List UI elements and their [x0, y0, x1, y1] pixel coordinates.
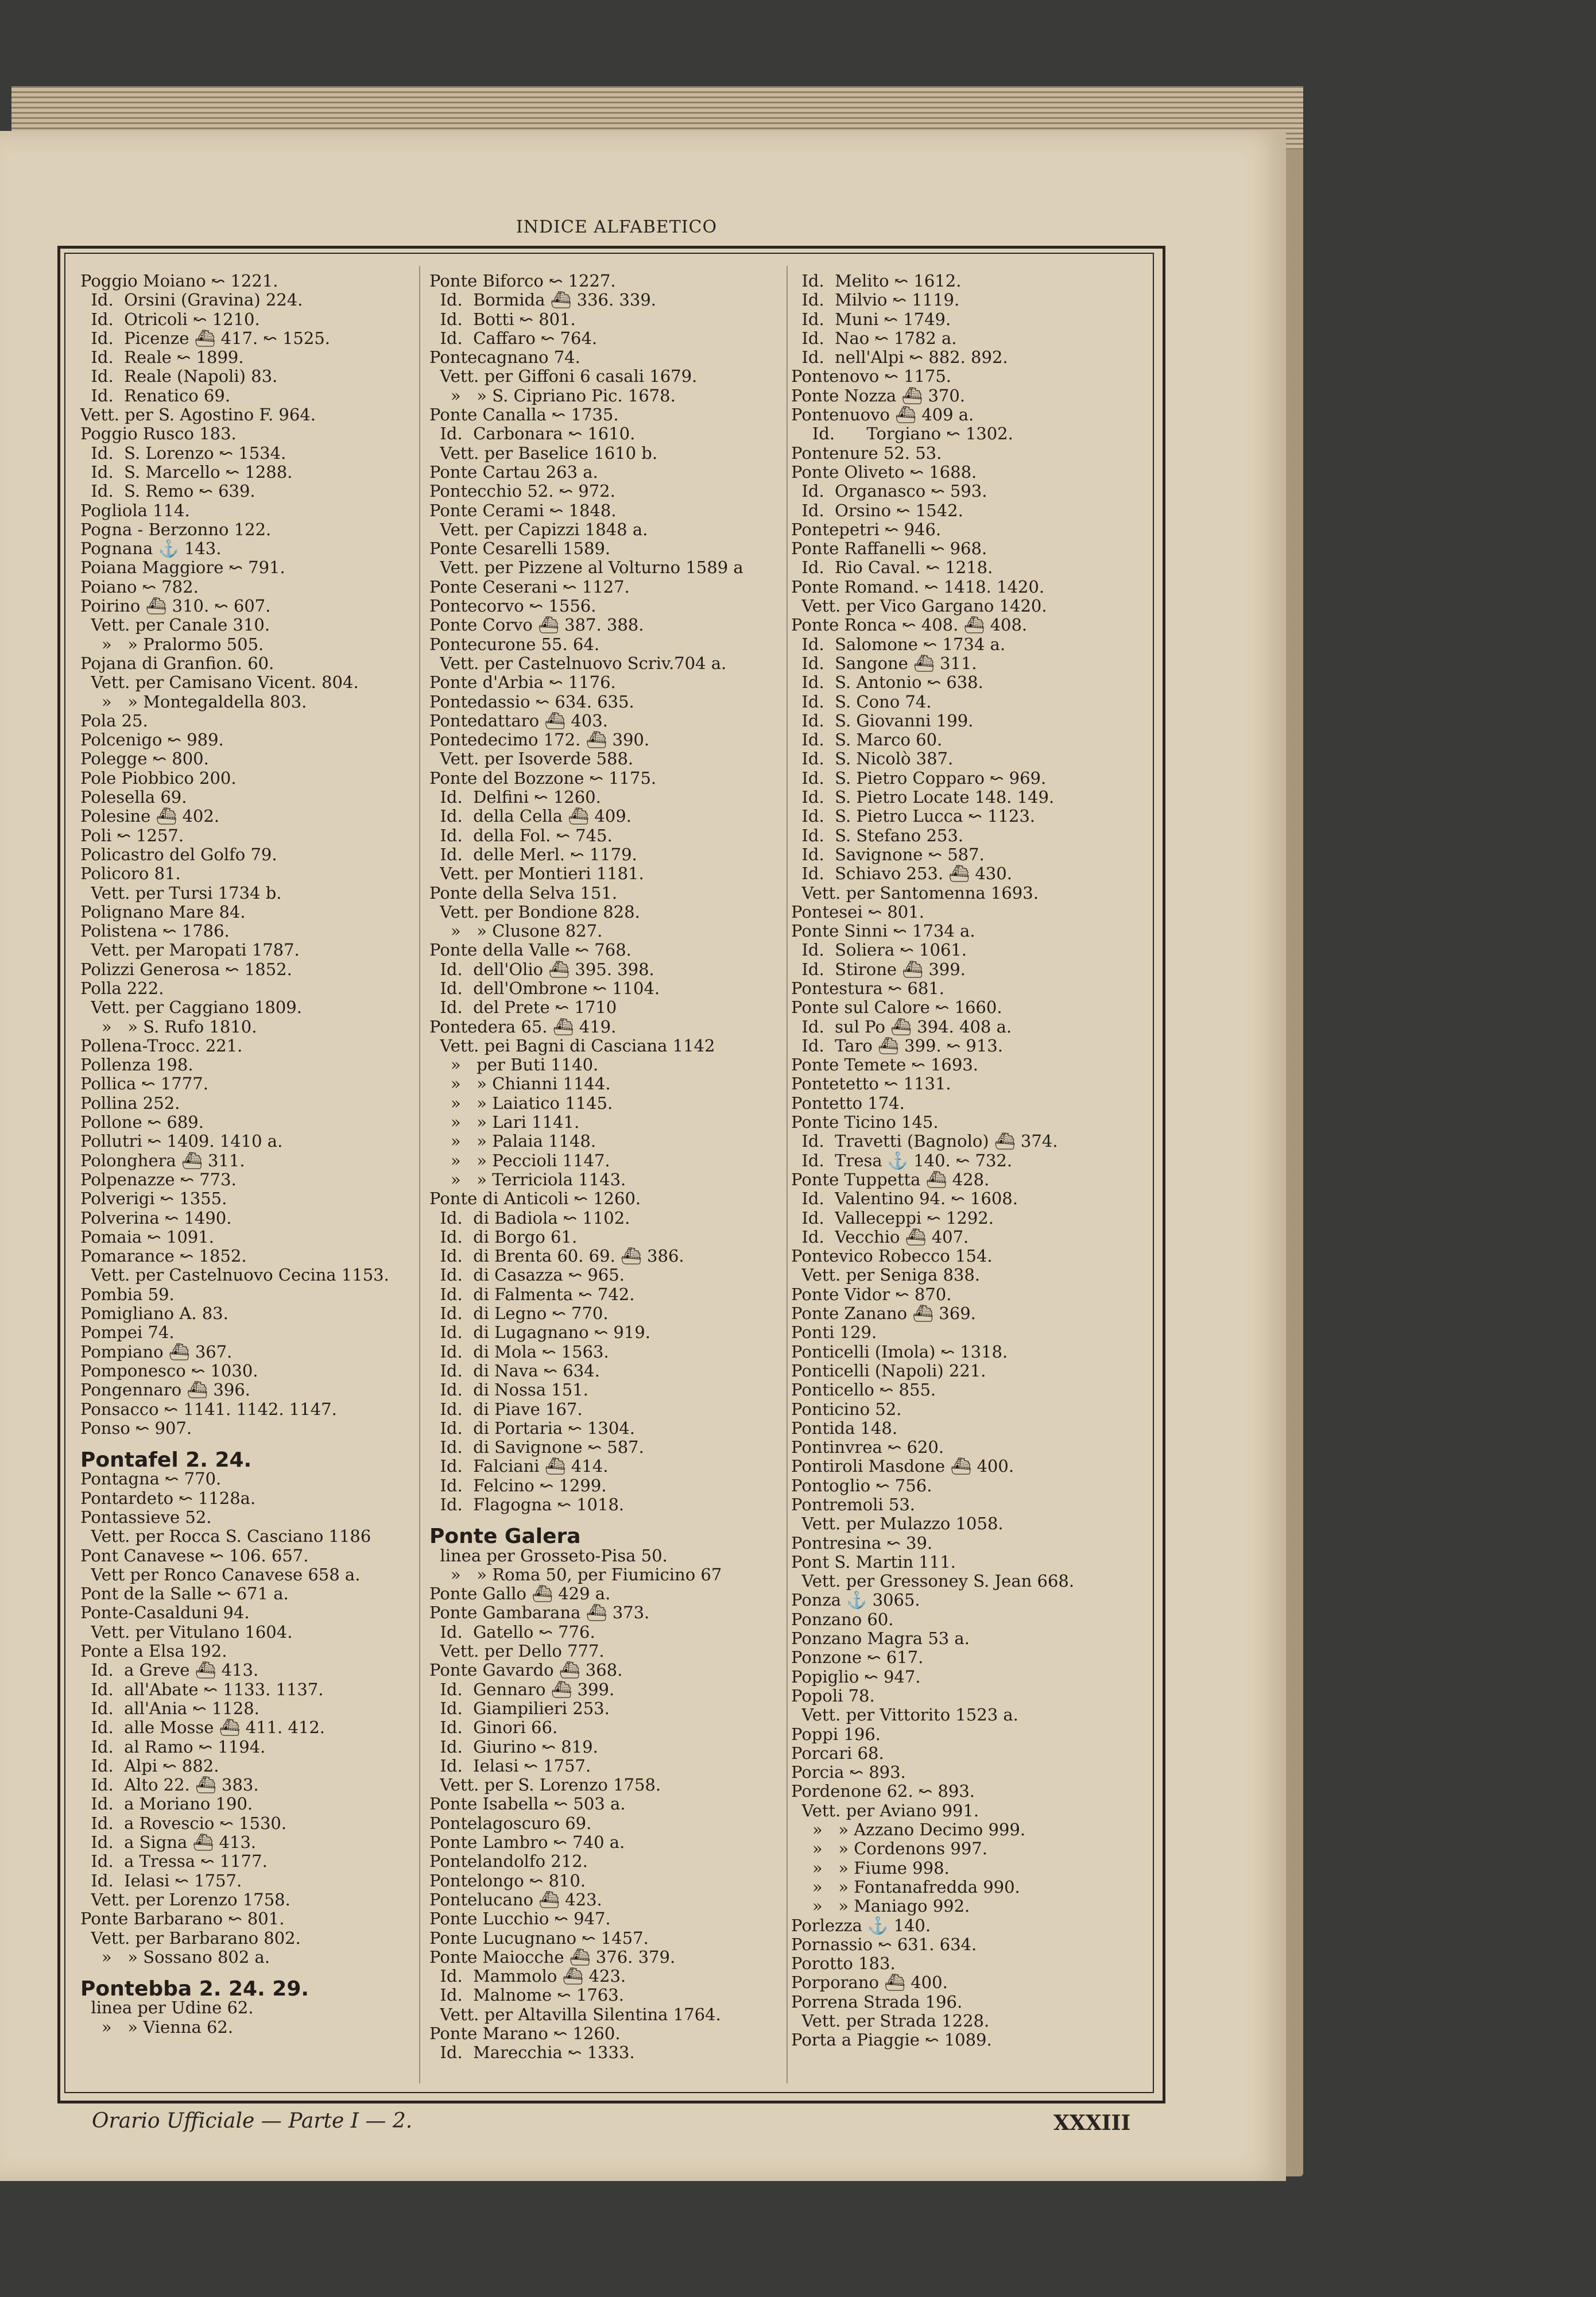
index-entry: Vett. per S. Lorenzo 1758.	[429, 1775, 661, 1795]
index-entry: Id. a Tressa ↜ 1177.	[80, 1851, 268, 1871]
index-entry: Id. di Nava ↜ 634.	[429, 1360, 600, 1380]
index-entry: Id. Otricoli ↜ 1210.	[80, 309, 260, 329]
index-entry: Id. S. Pietro Copparo ↜ 969.	[791, 768, 1047, 788]
index-entry: Ponte della Selva 151.	[429, 883, 618, 903]
index-entry: Id. di Legno ↜ 770.	[429, 1304, 609, 1324]
index-column-2	[429, 272, 785, 2063]
index-entry: Vett. per Vittorito 1523 a.	[791, 1705, 1018, 1725]
index-entry: Ponte della Valle ↜ 768.	[429, 940, 632, 960]
index-entry: Ponte Cesarelli 1589.	[429, 539, 611, 559]
index-entry: Ponticino 52.	[791, 1399, 902, 1419]
index-entry: Pontafel 2. 24.	[80, 1448, 252, 1472]
index-entry: Pontelucano ⛴ 423.	[429, 1889, 602, 1909]
index-entry: Ponza ⚓ 3065.	[791, 1590, 920, 1610]
index-entry: Vett. per Vitulano 1604.	[80, 1622, 293, 1642]
index-entry: » » Fontanafredda 990.	[791, 1877, 1020, 1897]
page-number: XXXIII	[1053, 2111, 1131, 2135]
index-entry: Id. Travetti (Bagnolo) ⛴ 374.	[791, 1131, 1058, 1151]
index-entry: Pontedera 65. ⛴ 419.	[429, 1016, 617, 1037]
index-entry: Pojana di Granfion. 60.	[80, 653, 274, 673]
index-entry: Pomarance ↜ 1852.	[80, 1246, 247, 1266]
index-entry: Ponte Vidor ↜ 870.	[791, 1284, 952, 1304]
index-entry: Polizzi Generosa ↜ 1852.	[80, 959, 292, 979]
index-entry: Ponte Ronca ↜ 408. ⛴ 408.	[791, 615, 1028, 635]
index-entry: Id. Rio Caval. ↜ 1218.	[791, 558, 993, 578]
index-entry: Pontevico Robecco 154.	[791, 1246, 993, 1266]
index-entry: Pont S. Martin 111.	[791, 1552, 956, 1572]
index-entry: Ponte Temete ↜ 1693.	[791, 1055, 978, 1075]
index-entry: Vett. per Maropati 1787.	[80, 940, 300, 960]
index-entry: Vett. per Baselice 1610 b.	[429, 443, 658, 463]
index-entry: » » Roma 50, per Fiumicino 67	[429, 1564, 722, 1584]
index-entry: Id. Botti ↜ 801.	[429, 309, 576, 329]
index-entry: Id. dell'Ombrone ↜ 1104.	[429, 978, 660, 998]
index-entry: Pollica ↜ 1777.	[80, 1074, 208, 1094]
index-entry: Id. Savignone ↜ 587.	[791, 844, 985, 864]
index-entry: Polla 222.	[80, 978, 164, 998]
index-entry: Id. a Signa ⛴ 413.	[80, 1832, 257, 1853]
footer-title: Orario Ufficiale — Parte I — 2.	[92, 2109, 413, 2133]
page-header: INDICE ALFABETICO	[516, 217, 718, 237]
index-entry: Ponte Ceserani ↜ 1127.	[429, 577, 630, 597]
index-entry: Ponte Raffanelli ↜ 968.	[791, 539, 987, 559]
index-entry: Id. Torgiano ↜ 1302.	[791, 424, 1013, 444]
index-entry: Ponte Romand. ↜ 1418. 1420.	[791, 577, 1045, 597]
index-entry: Pontinvrea ↜ 620.	[791, 1437, 944, 1457]
index-entry: Poppi 196.	[791, 1724, 881, 1744]
index-entry: Ponte a Elsa 192.	[80, 1641, 227, 1661]
index-entry: Pontelagoscuro 69.	[429, 1813, 592, 1833]
index-entry: Ponte Lucchio ↜ 947.	[429, 1909, 611, 1929]
index-entry: » » Chianni 1144.	[429, 1074, 611, 1094]
index-entry: Vett. per Rocca S. Casciano 1186	[80, 1526, 371, 1546]
index-entry: Ponte Sinni ↜ 1734 a.	[791, 921, 975, 941]
index-entry: Id. Bormida ⛴ 336. 339.	[429, 290, 656, 310]
index-entry: » » Laiatico 1145.	[429, 1093, 613, 1113]
index-entry: Poiana Maggiore ↜ 791.	[80, 558, 285, 578]
index-entry: Id. Valentino 94. ↜ 1608.	[791, 1189, 1018, 1209]
index-entry: Id. S. Marco 60.	[791, 730, 943, 750]
index-entry: Ponte del Bozzone ↜ 1175.	[429, 768, 657, 788]
index-entry: Id. S. Lorenzo ↜ 1534.	[80, 443, 286, 463]
index-entry: Vett. per Strada 1228.	[791, 2011, 990, 2031]
index-entry: Id. Caffaro ↜ 764.	[429, 328, 598, 348]
index-entry: Ponte Maiocche ⛴ 376. 379.	[429, 1947, 676, 1967]
index-entry: Vett. per S. Agostino F. 964.	[80, 405, 316, 425]
index-entry: Ponte Marano ↜ 1260.	[429, 2024, 621, 2044]
index-entry: Id. Taro ⛴ 399. ↜ 913.	[791, 1035, 1003, 1055]
index-entry: Ponte Lambro ↜ 740 a.	[429, 1832, 625, 1853]
index-entry: Ponso ↜ 907.	[80, 1418, 192, 1438]
index-entry: Id. Nao ↜ 1782 a.	[791, 328, 957, 348]
index-entry: Ponzone ↜ 617.	[791, 1648, 924, 1668]
index-entry: Id. di Badiola ↜ 1102.	[429, 1208, 630, 1228]
index-entry: Polegge ↜ 800.	[80, 749, 209, 769]
index-entry: Pompei 74.	[80, 1322, 175, 1343]
index-entry: Ponte Gallo ⛴ 429 a.	[429, 1584, 611, 1604]
index-entry: Id. di Falmenta ↜ 742.	[429, 1284, 635, 1304]
index-entry: Id. nell'Alpi ↜ 882. 892.	[791, 347, 1008, 368]
index-entry: Pontetetto ↜ 1131.	[791, 1074, 951, 1094]
index-entry: Id. Reale (Napoli) 83.	[80, 366, 278, 386]
index-entry: Id. Alto 22. ⛴ 383.	[80, 1775, 259, 1795]
index-entry: Id. S. Pietro Locate 148. 149.	[791, 787, 1055, 807]
index-entry: Id. Ginori 66.	[429, 1718, 558, 1738]
index-entry: Id. a Greve ⛴ 413.	[80, 1660, 259, 1680]
index-entry: Vett. per Tursi 1734 b.	[80, 883, 282, 903]
index-entry: Vett. per Lorenzo 1758.	[80, 1889, 290, 1909]
index-entry: Pontecorvo ↜ 1556.	[429, 596, 596, 616]
index-entry: Id. a Moriano 190.	[80, 1794, 253, 1814]
index-entry: Pola 25.	[80, 710, 148, 730]
index-entry: Id. Orsini (Gravina) 224.	[80, 290, 303, 310]
index-entry: Polesella 69.	[80, 787, 187, 807]
index-entry: Ponsacco ↜ 1141. 1142. 1147.	[80, 1399, 337, 1419]
index-entry: Id. delle Merl. ↜ 1179.	[429, 844, 637, 864]
index-entry: Ponte Cartau 263 a.	[429, 462, 598, 482]
index-entry: Porlezza ⚓ 140.	[791, 1915, 931, 1935]
index-entry: Pontecagnano 74.	[429, 347, 580, 368]
page	[0, 131, 1286, 2181]
index-entry: Porotto 183.	[791, 1954, 896, 1974]
index-entry: Polistena ↜ 1786.	[80, 921, 230, 941]
index-entry: Ponte-Casalduni 94.	[80, 1603, 250, 1623]
index-entry: Pordenone 62. ↜ 893.	[791, 1781, 975, 1801]
index-entry: Id. Giampilieri 253.	[429, 1698, 610, 1718]
index-entry: Vett. pei Bagni di Casciana 1142	[429, 1035, 715, 1055]
index-entry: Pontardeto ↜ 1128a.	[80, 1488, 256, 1508]
index-entry: Pompiano ⛴ 367.	[80, 1341, 233, 1362]
index-entry: Porrena Strada 196.	[791, 1991, 963, 2012]
index-entry: Pontenovo ↜ 1175.	[791, 366, 952, 386]
index-entry: Id. Soliera ↜ 1061.	[791, 940, 967, 960]
index-entry: Ponte Corvo ⛴ 387. 388.	[429, 615, 644, 635]
index-entry: » per Buti 1140.	[429, 1055, 599, 1075]
index-entry: Pontedattaro ⛴ 403.	[429, 710, 608, 730]
index-entry: Polverina ↜ 1490.	[80, 1208, 232, 1228]
index-entry: Vett. per Vico Gargano 1420.	[791, 596, 1047, 616]
index-entry: Vett. per Bondione 828.	[429, 902, 640, 922]
index-entry: Vett. per Giffoni 6 casali 1679.	[429, 366, 698, 386]
index-entry: Vett. per Dello 777.	[429, 1641, 605, 1661]
index-entry: Polesine ⛴ 402.	[80, 806, 220, 826]
index-entry: Pontestura ↜ 681.	[791, 978, 944, 998]
index-entry: Pole Piobbico 200.	[80, 768, 237, 788]
index-entry: Porporano ⛴ 400.	[791, 1973, 948, 1993]
index-entry: Pontedassio ↜ 634. 635.	[429, 691, 634, 711]
index-entry: Pontebba 2. 24. 29.	[80, 1977, 309, 2001]
index-entry: Pollenza 198.	[80, 1055, 193, 1075]
index-entry: Vett. per Castelnuovo Scriv.704 a.	[429, 653, 727, 673]
index-entry: Ponte di Anticoli ↜ 1260.	[429, 1189, 641, 1209]
index-entry: Vett. per Aviano 991.	[791, 1800, 979, 1820]
index-entry: Id. del Prete ↜ 1710	[429, 997, 617, 1018]
index-entry: Pontoglio ↜ 756.	[791, 1475, 932, 1495]
index-entry: Vett. per Gressoney S. Jean 668.	[791, 1571, 1075, 1591]
index-entry: Id. Reale ↜ 1899.	[80, 347, 244, 368]
index-entry: » » Palaia 1148.	[429, 1131, 596, 1151]
index-entry: Id. alle Mosse ⛴ 411. 412.	[80, 1718, 326, 1738]
index-entry: Pogliola 114.	[80, 500, 190, 520]
index-entry: Ponzano Magra 53 a.	[791, 1629, 970, 1649]
index-entry: » » Maniago 992.	[791, 1896, 970, 1916]
index-entry: Popiglio ↜ 947.	[791, 1666, 921, 1687]
index-entry: » » Lari 1141.	[429, 1112, 580, 1132]
index-entry: Pontecchio 52. ↜ 972.	[429, 481, 615, 501]
index-entry: » » Terriciola 1143.	[429, 1169, 626, 1189]
index-entry: Pontiroli Masdone ⛴ 400.	[791, 1456, 1014, 1476]
index-entry: Pontagna ↜ 770.	[80, 1469, 222, 1489]
index-entry: Id. Ielasi ↜ 1757.	[80, 1870, 242, 1890]
index-entry: Id. Ielasi ↜ 1757.	[429, 1755, 591, 1776]
index-entry: Id. Marecchia ↜ 1333.	[429, 2043, 635, 2063]
index-entry: Polcenigo ↜ 989.	[80, 730, 224, 750]
index-entry: Ponte Tuppetta ⛴ 428.	[791, 1169, 990, 1189]
index-entry: » » Peccioli 1147.	[429, 1150, 610, 1170]
index-entry: Vett. per Capizzi 1848 a.	[429, 519, 648, 539]
index-entry: Pomponesco ↜ 1030.	[80, 1360, 258, 1380]
index-entry: » » Cordenons 997.	[791, 1839, 987, 1859]
index-entry: Pollutri ↜ 1409. 1410 a.	[80, 1131, 283, 1151]
index-entry: Id. Vecchio ⛴ 407.	[791, 1227, 969, 1247]
index-entry: Pontelongo ↜ 810.	[429, 1870, 586, 1890]
index-entry: Id. all'Abate ↜ 1133. 1137.	[80, 1679, 324, 1699]
index-entry: Popoli 78.	[791, 1685, 875, 1706]
index-entry: Ponte Gambarana ⛴ 373.	[429, 1603, 650, 1623]
index-entry: Id. Valleceppi ↜ 1292.	[791, 1208, 994, 1228]
index-entry: Id. S. Nicolò 387.	[791, 749, 954, 769]
index-entry: Ponticelli (Imola) ↜ 1318.	[791, 1341, 1008, 1362]
index-entry: Ponte Lucugnano ↜ 1457.	[429, 1928, 649, 1948]
index-entry: Ponzano 60.	[791, 1609, 894, 1629]
index-entry: Pontenure 52. 53.	[791, 443, 942, 463]
index-entry: Id. Renatico 69.	[80, 385, 231, 405]
index-entry: Vett. per Camisano Vicent. 804.	[80, 672, 359, 693]
index-column-3	[791, 272, 1147, 2050]
index-entry: Id. della Cella ⛴ 409.	[429, 806, 632, 826]
index-entry: linea per Udine 62.	[80, 1998, 254, 2018]
index-entry: Id. S. Pietro Lucca ↜ 1123.	[791, 806, 1035, 826]
index-entry: Pontecurone 55. 64.	[429, 634, 600, 654]
index-entry: Pogna - Berzonno 122.	[80, 519, 272, 539]
index-entry: Pontetto 174.	[791, 1093, 905, 1113]
index-entry: Pontesei ↜ 801.	[791, 902, 924, 922]
index-entry: Id. a Rovescio ↜ 1530.	[80, 1813, 287, 1833]
index-entry: Pontelandolfo 212.	[429, 1851, 588, 1871]
index-entry: Ponte Zanano ⛴ 369.	[791, 1304, 976, 1324]
index-entry: Vett. per Altavilla Silentina 1764.	[429, 2004, 721, 2024]
index-entry: Pont Canavese ↜ 106. 657.	[80, 1545, 309, 1565]
index-entry: Ponte Isabella ↜ 503 a.	[429, 1794, 626, 1814]
index-entry: Id. Gatello ↜ 776.	[429, 1622, 595, 1642]
index-entry: Vett. per Barbarano 802.	[80, 1928, 301, 1948]
index-entry: Id. Flagogna ↜ 1018.	[429, 1495, 625, 1514]
index-entry: » » Montegaldella 803.	[80, 691, 307, 711]
index-entry: » » S. Rufo 1810.	[80, 1016, 257, 1037]
index-entry: Pontida 148.	[791, 1418, 898, 1438]
index-entry: Vett. per Castelnuovo Cecina 1153.	[80, 1265, 389, 1285]
index-entry: Vett. per Canale 310.	[80, 615, 270, 635]
index-entry: Id. Milvio ↜ 1119.	[791, 290, 960, 310]
index-entry: Id. Sangone ⛴ 311.	[791, 653, 977, 673]
index-entry: Id. di Portaria ↜ 1304.	[429, 1418, 635, 1438]
index-entry: Id. sul Po ⛴ 394. 408 a.	[791, 1016, 1012, 1037]
index-entry: Poggio Rusco 183.	[80, 424, 237, 444]
index-entry: » » Sossano 802 a.	[80, 1947, 270, 1967]
index-entry: Pollina 252.	[80, 1093, 180, 1113]
index-entry: Id. Muni ↜ 1749.	[791, 309, 951, 329]
index-entry: Pontresina ↜ 39.	[791, 1533, 933, 1553]
index-entry: Id. di Lugagnano ↜ 919.	[429, 1322, 650, 1343]
index-entry: Id. Giurino ↜ 819.	[429, 1737, 598, 1757]
index-entry: Pontassieve 52.	[80, 1507, 212, 1527]
index-entry: Id. di Mola ↜ 1563.	[429, 1341, 609, 1362]
index-entry: Id. al Ramo ↜ 1194.	[80, 1737, 266, 1757]
index-entry: Id. Organasco ↜ 593.	[791, 481, 987, 501]
index-entry: Pont de la Salle ↜ 671 a.	[80, 1584, 289, 1604]
index-entry: Id. Malnome ↜ 1763.	[429, 1985, 624, 2005]
index-entry: Id. Melito ↜ 1612.	[791, 271, 962, 291]
index-entry: Id. Alpi ↜ 882.	[80, 1755, 219, 1776]
index-entry: Id. della Fol. ↜ 745.	[429, 825, 613, 845]
index-entry: Id. S. Stefano 253.	[791, 825, 964, 845]
index-entry: Ponte d'Arbia ↜ 1176.	[429, 672, 616, 693]
index-entry: Id. Delfini ↜ 1260.	[429, 787, 601, 807]
index-entry: Ponte sul Calore ↜ 1660.	[791, 997, 1002, 1018]
index-entry: Vett. per Mulazzo 1058.	[791, 1514, 1004, 1534]
index-entry: Ponte Cerami ↜ 1848.	[429, 500, 617, 520]
index-entry: Id. di Savignone ↜ 587.	[429, 1437, 644, 1457]
index-column-1	[80, 272, 425, 2037]
index-entry: Pollone ↜ 689.	[80, 1112, 204, 1132]
index-entry: Pomaia ↜ 1091.	[80, 1227, 214, 1247]
index-entry: Ponti 129.	[791, 1322, 877, 1343]
index-entry: Poiano ↜ 782.	[80, 577, 199, 597]
index-entry: Id. di Nossa 151.	[429, 1380, 588, 1400]
index-entry: Vett per Ronco Canavese 658 a.	[80, 1564, 361, 1584]
index-entry: Id. Felcino ↜ 1299.	[429, 1475, 607, 1495]
index-entry: Porta a Piaggie ↜ 1089.	[791, 2030, 992, 2050]
index-entry: » » S. Cipriano Pic. 1678.	[429, 385, 676, 405]
index-entry: Polverigi ↜ 1355.	[80, 1189, 227, 1209]
index-entry: Porcari 68.	[791, 1743, 884, 1763]
index-entry: Vett. per Montieri 1181.	[429, 864, 644, 884]
index-entry: Ponte Gavardo ⛴ 368.	[429, 1660, 623, 1680]
index-entry: Poirino ⛴ 310. ↜ 607.	[80, 596, 271, 616]
index-entry: Id. Orsino ↜ 1542.	[791, 500, 963, 520]
index-entry: Id. Carbonara ↜ 1610.	[429, 424, 636, 444]
index-entry: » » Vienna 62.	[80, 2017, 234, 2037]
index-entry: Id. S. Antonio ↜ 638.	[791, 672, 983, 693]
column-rule	[787, 266, 788, 2083]
index-entry: Ponticello ↜ 855.	[791, 1380, 936, 1400]
index-entry: Vett. per Caggiano 1809.	[80, 997, 302, 1018]
index-entry: Poggio Moiano ↜ 1221.	[80, 271, 278, 291]
index-entry: Vett. per Pizzene al Volturno 1589 a	[429, 558, 743, 578]
index-entry: Pollena-Trocc. 221.	[80, 1035, 243, 1055]
index-entry: Pomigliano A. 83.	[80, 1304, 228, 1324]
index-entry: Id. Picenze ⛴ 417. ↜ 1525.	[80, 328, 330, 348]
index-entry: Id. all'Ania ↜ 1128.	[80, 1698, 259, 1718]
index-entry: Id. Schiavo 253. ⛴ 430.	[791, 864, 1012, 884]
index-entry: Id. Tresa ⚓ 140. ↜ 732.	[791, 1150, 1013, 1170]
index-entry: Id. Gennaro ⛴ 399.	[429, 1679, 615, 1699]
index-entry: Polpenazze ↜ 773.	[80, 1169, 237, 1189]
index-entry: Pornassio ↜ 631. 634.	[791, 1934, 977, 1954]
index-entry: Ponte Barbarano ↜ 801.	[80, 1909, 285, 1929]
index-entry: Ponte Biforco ↜ 1227.	[429, 271, 616, 291]
index-entry: Poli ↜ 1257.	[80, 825, 184, 845]
index-entry: Vett. per Santomenna 1693.	[791, 883, 1039, 903]
index-entry: Id. di Casazza ↜ 965.	[429, 1265, 625, 1285]
index-entry: Ponte Nozza ⛴ 370.	[791, 385, 966, 405]
index-entry: Pognana ⚓ 143.	[80, 539, 222, 559]
index-entry: Pontedecimo 172. ⛴ 390.	[429, 730, 650, 750]
index-entry: Porcia ↜ 893.	[791, 1762, 906, 1782]
index-entry: Id. di Piave 167.	[429, 1399, 583, 1419]
index-entry: Id. Falciani ⛴ 414.	[429, 1456, 609, 1476]
index-entry: linea per Grosseto-Pisa 50.	[429, 1545, 668, 1565]
index-entry: Ponte Ticino 145.	[791, 1112, 939, 1132]
index-entry: Id. S. Remo ↜ 639.	[80, 481, 255, 501]
index-entry: Id. di Borgo 61.	[429, 1227, 578, 1247]
index-entry: Pontenuovo ⛴ 409 a.	[791, 405, 974, 425]
index-entry: Id. Mammolo ⛴ 423.	[429, 1966, 626, 1986]
index-entry: Id. dell'Olio ⛴ 395. 398.	[429, 959, 654, 979]
index-entry: Ponte Galera	[429, 1525, 581, 1549]
index-entry: » » Azzano Decimo 999.	[791, 1820, 1026, 1840]
index-entry: Id. S. Cono 74.	[791, 691, 932, 711]
index-entry: Id. S. Giovanni 199.	[791, 710, 974, 730]
index-entry: Pontremoli 53.	[791, 1495, 915, 1514]
index-entry: » » Pralormo 505.	[80, 634, 264, 654]
index-entry: » » Clusone 827.	[429, 921, 603, 941]
index-entry: Pontepetri ↜ 946.	[791, 519, 942, 539]
index-entry: Pombia 59.	[80, 1284, 175, 1304]
index-entry: Polignano Mare 84.	[80, 902, 246, 922]
index-entry: Ponte Oliveto ↜ 1688.	[791, 462, 977, 482]
index-entry: Id. Stirone ⛴ 399.	[791, 959, 966, 979]
index-entry: Policoro 81.	[80, 864, 181, 884]
index-entry: Id. Salomone ↜ 1734 a.	[791, 634, 1006, 654]
index-entry: Id. S. Marcello ↜ 1288.	[80, 462, 293, 482]
index-entry: Pongennaro ⛴ 396.	[80, 1380, 250, 1400]
index-entry: Vett. per Isoverde 588.	[429, 749, 634, 769]
index-entry: Policastro del Golfo 79.	[80, 844, 277, 864]
index-entry: Polonghera ⛴ 311.	[80, 1150, 245, 1170]
index-entry: Ponticelli (Napoli) 221.	[791, 1360, 986, 1380]
index-entry: » » Fiume 998.	[791, 1858, 950, 1878]
index-entry: Ponte Canalla ↜ 1735.	[429, 405, 619, 425]
index-entry: Id. di Brenta 60. 69. ⛴ 386.	[429, 1246, 684, 1266]
index-entry: Vett. per Seniga 838.	[791, 1265, 981, 1285]
